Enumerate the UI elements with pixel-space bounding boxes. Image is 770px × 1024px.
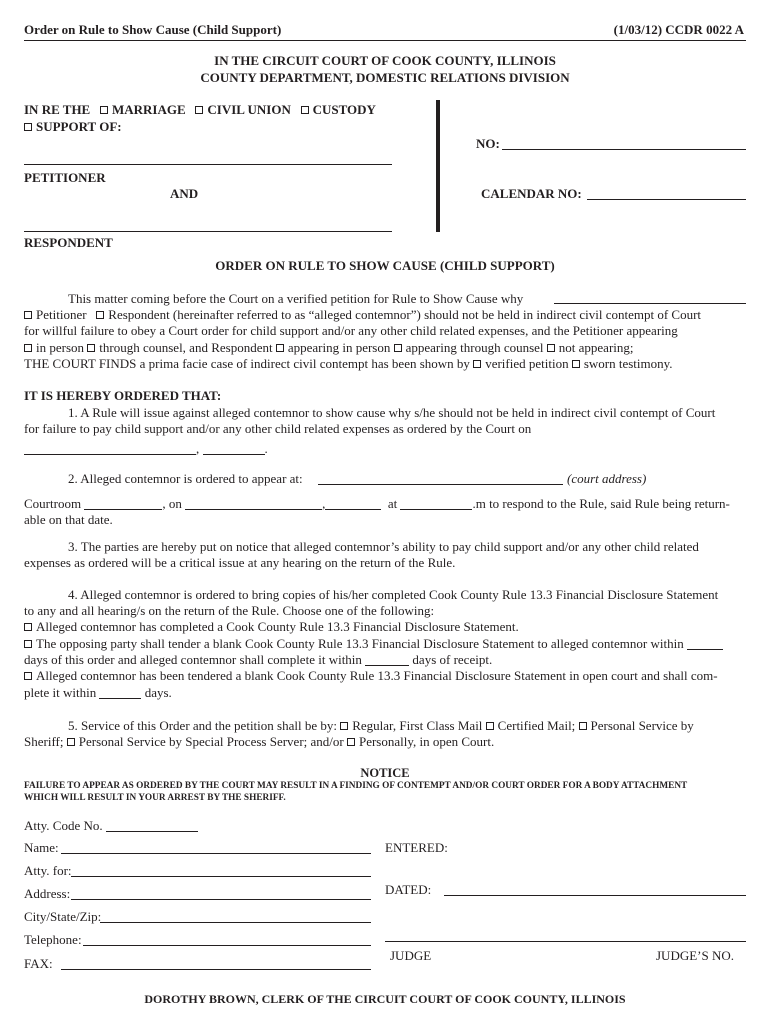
item4-line-1: 4. Alleged contemnor is ordered to bring copies of his/her completed Cook County Rule 13.3 Financial Disclosure Statement bbox=[68, 587, 719, 602]
atty-for-label: Atty. for: bbox=[24, 863, 72, 878]
respondent-option: Respondent (hereinafter referred to as “alleged contemnor”) should not be held in indirect civil contempt of Court bbox=[108, 307, 702, 322]
verified-petition-label: verified petition bbox=[485, 356, 569, 371]
respondent-in-person-checkbox[interactable] bbox=[276, 344, 284, 352]
atty-code-label: Atty. Code No. bbox=[24, 818, 103, 833]
tender-days-field[interactable] bbox=[687, 637, 723, 650]
telephone-field[interactable] bbox=[83, 945, 371, 946]
at-label: at bbox=[387, 496, 398, 511]
fds-tender-checkbox[interactable] bbox=[24, 640, 32, 648]
notice-line-1: FAILURE TO APPEAR AS ORDERED BY THE COURT MAY RESULT IN A FINDING OF CONTEMPT AND/OR COURT ORDER FOR A BODY ATTACHMENT bbox=[24, 781, 688, 791]
order-title: ORDER ON RULE TO SHOW CAUSE (CHILD SUPPORT) bbox=[215, 258, 555, 273]
fds-completed-checkbox[interactable] bbox=[24, 623, 32, 631]
on-label: , on bbox=[162, 496, 182, 511]
sheriff-label: Sheriff; bbox=[24, 734, 64, 749]
petitioner-label: PETITIONER bbox=[24, 170, 106, 185]
item4-option-3 bbox=[24, 668, 718, 684]
petitioner-name-line[interactable] bbox=[24, 164, 392, 165]
marriage-checkbox[interactable] bbox=[100, 106, 108, 114]
form-code: (1/03/12) CCDR 0022 A bbox=[613, 22, 744, 37]
item5-line-1 bbox=[68, 718, 694, 734]
support-of-label: SUPPORT OF: bbox=[36, 119, 122, 134]
header-rule bbox=[24, 40, 746, 41]
hearing-year-field[interactable] bbox=[325, 497, 381, 510]
fax-label: FAX: bbox=[24, 956, 53, 971]
address-label: Address: bbox=[24, 886, 71, 901]
entered-label: ENTERED: bbox=[385, 840, 448, 855]
item4-line-2: to any and all hearing/s on the return of the Rule. Choose one of the following: bbox=[24, 603, 435, 618]
atty-for-field[interactable] bbox=[71, 876, 371, 877]
respondent-label: RESPONDENT bbox=[24, 235, 113, 250]
fds-tendered-label: Alleged contemnor has been tendered a blank Cook County Rule 13.3 Financial Disclosure Statement in open court and shall com- bbox=[36, 668, 718, 683]
caption-divider bbox=[436, 100, 440, 232]
petition-reason-field[interactable] bbox=[554, 303, 746, 304]
in-person-label: in person bbox=[36, 340, 85, 355]
court-address-field[interactable] bbox=[318, 484, 563, 485]
item4-option-1 bbox=[24, 619, 519, 635]
ordered-heading: IT IS HEREBY ORDERED THAT: bbox=[24, 388, 222, 403]
notice-line-2: WHICH WILL RESULT IN YOUR ARREST BY THE SHERIFF. bbox=[24, 793, 286, 803]
custody-label: CUSTODY bbox=[312, 102, 376, 117]
clerk-footer: DOROTHY BROWN, CLERK OF THE CIRCUIT COURT OF COOK COUNTY, ILLINOIS bbox=[144, 992, 626, 1006]
intro-line-3: for willful failure to obey a Court order for child support and/or any other child related expenses, and the Petitioner appearing bbox=[24, 323, 678, 338]
certified-mail-checkbox[interactable] bbox=[486, 722, 494, 730]
atty-name-label: Name: bbox=[24, 840, 59, 855]
comma: , bbox=[322, 496, 326, 511]
intro-line-2 bbox=[24, 307, 701, 323]
respondent-checkbox[interactable] bbox=[96, 311, 104, 319]
not-appearing-checkbox[interactable] bbox=[547, 344, 555, 352]
item1-line-1: 1. A Rule will issue against alleged contemnor to show cause why s/he should not be held in indirect civil contempt of Court bbox=[68, 405, 716, 420]
fds-completed-label: Alleged contemnor has completed a Cook County Rule 13.3 Financial Disclosure Statement. bbox=[36, 619, 519, 634]
regular-mail-label: Regular, First Class Mail bbox=[352, 718, 483, 733]
days-text: days. bbox=[144, 685, 172, 700]
court-line-1: IN THE CIRCUIT COURT OF COOK COUNTY, ILLINOIS bbox=[214, 53, 556, 68]
regular-mail-checkbox[interactable] bbox=[340, 722, 348, 730]
certified-mail-label: Certified Mail; bbox=[497, 718, 576, 733]
service-text: 5. Service of this Order and the petition shall be by: bbox=[68, 718, 337, 733]
atty-name-field[interactable] bbox=[61, 853, 371, 854]
not-appearing-label: not appearing; bbox=[558, 340, 634, 355]
days-of-receipt-text: days of receipt. bbox=[412, 652, 493, 667]
item3-line-2: expenses as ordered will be a critical issue at any hearing on the return of the Rule. bbox=[24, 555, 456, 570]
respondent-name-line[interactable] bbox=[24, 231, 392, 232]
custody-checkbox[interactable] bbox=[301, 106, 309, 114]
case-number-label: NO: bbox=[476, 136, 500, 151]
petitioner-counsel-checkbox[interactable] bbox=[87, 344, 95, 352]
personally-label: Personally, in open Court. bbox=[358, 734, 495, 749]
calendar-number-label: CALENDAR NO: bbox=[481, 186, 582, 201]
special-process-label: Personal Service by Special Process Server; and/or bbox=[78, 734, 344, 749]
am-pm-text: .m to respond to the Rule, said Rule being return- bbox=[472, 496, 730, 511]
item2-line-3: able on that date. bbox=[24, 512, 113, 527]
respondent-counsel-checkbox[interactable] bbox=[394, 344, 402, 352]
hearing-date-field[interactable] bbox=[185, 497, 322, 510]
intro-line-5 bbox=[24, 356, 673, 372]
court-line-2: COUNTY DEPARTMENT, DOMESTIC RELATIONS DIVISION bbox=[200, 70, 570, 85]
complete-within-text: days of this order and alleged contemnor shall complete it within bbox=[24, 652, 362, 667]
sworn-testimony-label: sworn testimony. bbox=[583, 356, 673, 371]
and-label: AND bbox=[170, 186, 199, 201]
support-of-checkbox[interactable] bbox=[24, 123, 32, 131]
item2-line-2 bbox=[24, 496, 730, 512]
item1-line-2: for failure to pay child support and/or any other child related expenses as ordered by the Court on bbox=[24, 421, 532, 436]
notice-title: NOTICE bbox=[360, 766, 410, 780]
period: . bbox=[264, 441, 268, 456]
atty-code-row bbox=[24, 818, 198, 834]
plete-within-text: plete it within bbox=[24, 685, 97, 700]
intro-line-4 bbox=[24, 340, 634, 356]
appearing-in-person-label: appearing in person bbox=[287, 340, 391, 355]
dated-field[interactable] bbox=[444, 895, 746, 896]
petitioner-in-person-checkbox[interactable] bbox=[24, 344, 32, 352]
through-counsel-label: through counsel, and Respondent bbox=[99, 340, 273, 355]
item1-date-row bbox=[24, 441, 268, 457]
personal-service-label: Personal Service by bbox=[590, 718, 694, 733]
form-title: Order on Rule to Show Cause (Child Support) bbox=[24, 22, 282, 37]
civil-union-checkbox[interactable] bbox=[195, 106, 203, 114]
petitioner-checkbox[interactable] bbox=[24, 311, 32, 319]
comma: , bbox=[196, 441, 200, 456]
item2-text: 2. Alleged contemnor is ordered to appear at: bbox=[68, 471, 303, 486]
calendar-number-field[interactable] bbox=[587, 199, 746, 200]
intro-line-1: This matter coming before the Court on a verified petition for Rule to Show Cause why bbox=[68, 291, 524, 306]
court-finds-text: THE COURT FINDS a prima facie case of indirect civil contempt has been shown by bbox=[24, 356, 470, 371]
petitioner-option: Petitioner bbox=[36, 307, 87, 322]
order-year-field[interactable] bbox=[203, 442, 265, 455]
judge-label: JUDGE bbox=[390, 948, 432, 963]
item4-option-3b bbox=[24, 685, 172, 701]
dated-label: DATED: bbox=[385, 882, 432, 897]
item5-line-2 bbox=[24, 734, 494, 750]
courtroom-label: Courtroom bbox=[24, 496, 82, 511]
personally-checkbox[interactable] bbox=[347, 738, 355, 746]
city-state-zip-label: City/State/Zip: bbox=[24, 909, 102, 924]
item4-option-2 bbox=[24, 636, 723, 652]
sworn-testimony-checkbox[interactable] bbox=[572, 360, 580, 368]
order-date-field[interactable] bbox=[24, 442, 196, 455]
personal-service-sheriff-checkbox[interactable] bbox=[579, 722, 587, 730]
special-process-checkbox[interactable] bbox=[67, 738, 75, 746]
item4-option-2b bbox=[24, 652, 492, 668]
courtroom-field[interactable] bbox=[84, 497, 162, 510]
case-number-field[interactable] bbox=[502, 149, 746, 150]
fax-field[interactable] bbox=[61, 969, 371, 970]
fds-tender-label: The opposing party shall tender a blank Cook County Rule 13.3 Financial Disclosure Statement to alleged contemnor within bbox=[36, 636, 684, 651]
open-court-days-field[interactable] bbox=[99, 686, 141, 699]
civil-union-label: CIVIL UNION bbox=[207, 102, 291, 117]
address-field[interactable] bbox=[71, 899, 371, 900]
item3-line-1: 3. The parties are hereby put on notice that alleged contemnor’s ability to pay child support and/or any other child related bbox=[68, 539, 699, 554]
judges-number-label: JUDGE’S NO. bbox=[656, 948, 734, 963]
support-of-row bbox=[24, 119, 122, 135]
case-type-row bbox=[24, 102, 376, 118]
appearing-through-counsel-label: appearing through counsel bbox=[405, 340, 544, 355]
in-re-label: IN RE THE bbox=[24, 102, 91, 117]
verified-petition-checkbox[interactable] bbox=[473, 360, 481, 368]
fds-tendered-open-court-checkbox[interactable] bbox=[24, 672, 32, 680]
telephone-label: Telephone: bbox=[24, 932, 82, 947]
hearing-time-field[interactable] bbox=[400, 497, 472, 510]
judge-signature-line[interactable] bbox=[385, 941, 746, 942]
city-state-zip-field[interactable] bbox=[100, 922, 371, 923]
complete-days-field[interactable] bbox=[365, 653, 409, 666]
marriage-label: MARRIAGE bbox=[111, 102, 186, 117]
atty-code-field[interactable] bbox=[106, 819, 198, 832]
court-address-hint: (court address) bbox=[567, 471, 647, 486]
